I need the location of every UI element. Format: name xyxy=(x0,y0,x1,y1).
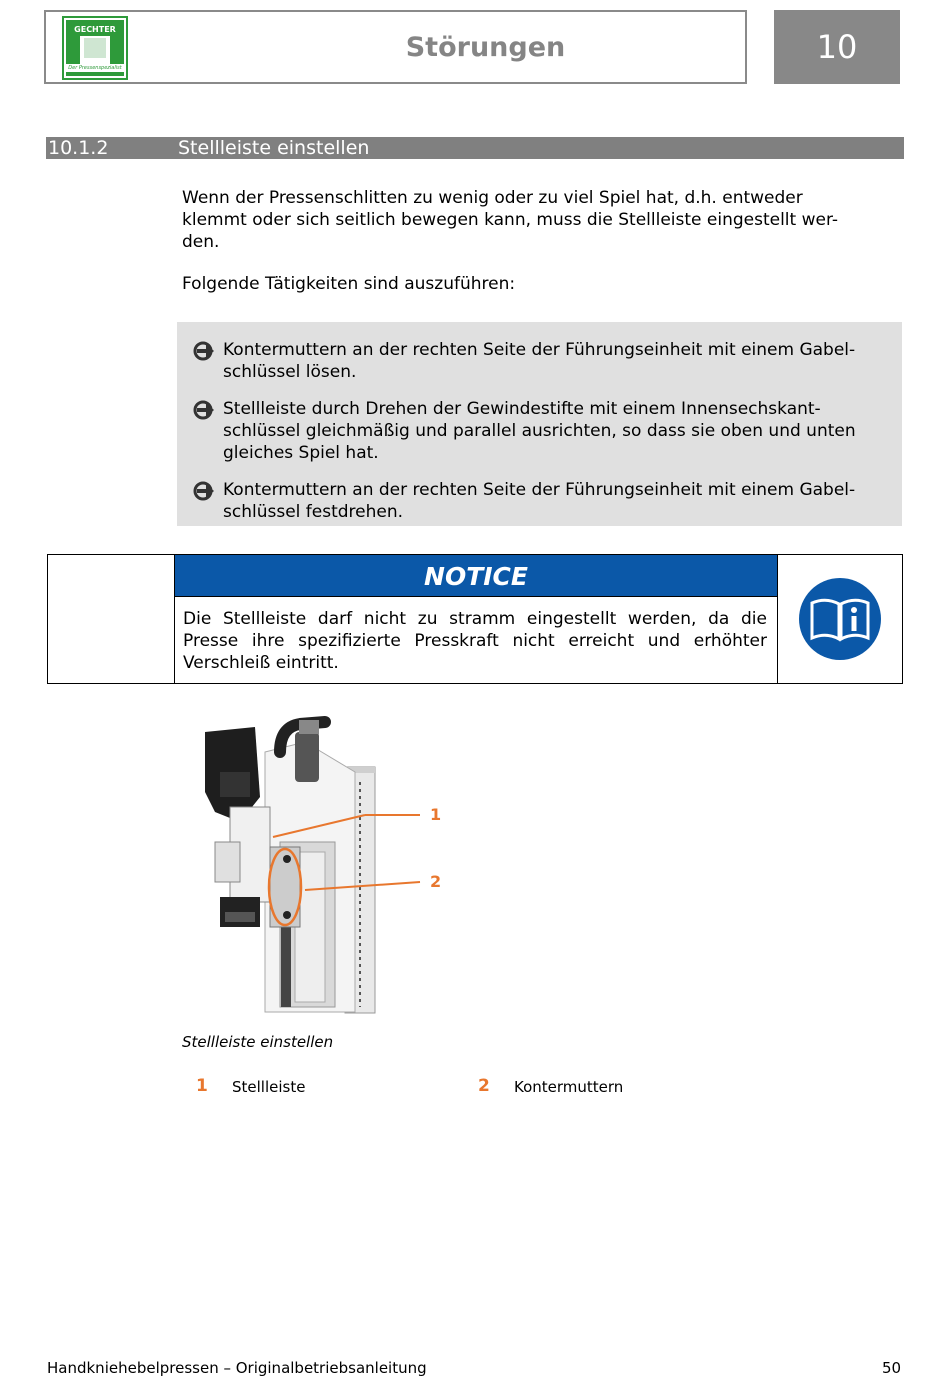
press-photo xyxy=(195,712,455,1018)
step-line: gleiches Spiel hat. xyxy=(223,443,379,463)
section-number: 10.1.2 xyxy=(48,137,109,159)
arrow-right-icon xyxy=(193,341,215,361)
footer-title: Handkniehebelpressen – Originalbetriebsanleitung xyxy=(47,1359,427,1377)
step-line: Kontermuttern an der rechten Seite der Führungseinheit mit einem Gabel- xyxy=(223,340,856,360)
step-line: Stellleiste durch Drehen der Gewindestifte mit einem Innensechskant- xyxy=(223,399,821,419)
chapter-number: 10 xyxy=(774,10,900,84)
callout-1: 1 xyxy=(430,805,442,824)
steps-box xyxy=(177,322,902,526)
notice-left-cell xyxy=(48,555,175,683)
intro-line: klemmt oder sich seitlich bewegen kann, muss die Stellleiste eingestellt wer- xyxy=(182,210,838,230)
section-title: Stellleiste einstellen xyxy=(178,137,370,159)
figure-caption: Stellleiste einstellen xyxy=(182,1033,334,1051)
section-heading-bar xyxy=(46,137,904,159)
intro-line: Wenn der Pressenschlitten zu wenig oder zu viel Spiel hat, d.h. entweder xyxy=(182,188,803,208)
step-line: schlüssel festdrehen. xyxy=(223,502,404,522)
legend-number: 2 xyxy=(478,1076,490,1096)
arrow-right-icon xyxy=(193,481,215,501)
step-line: schlüssel lösen. xyxy=(223,362,357,382)
notice-heading: NOTICE xyxy=(175,555,777,597)
legend-number: 1 xyxy=(196,1076,208,1096)
arrow-right-icon xyxy=(193,400,215,420)
legend-label: Stellleiste xyxy=(232,1078,306,1096)
page-number: 50 xyxy=(882,1359,902,1377)
intro-paragraph xyxy=(182,187,882,253)
legend-label: Kontermuttern xyxy=(514,1078,624,1096)
notice-box xyxy=(47,554,903,684)
intro-line: den. xyxy=(182,232,220,252)
step-line: Kontermuttern an der rechten Seite der Führungseinheit mit einem Gabel- xyxy=(223,480,856,500)
callout-2: 2 xyxy=(430,872,442,891)
notice-icon-cell xyxy=(777,555,903,683)
tasks-heading: Folgende Tätigkeiten sind auszuführen: xyxy=(182,274,516,294)
logo-tagline: Der Pressenspezialist xyxy=(68,65,122,71)
logo-brand: GECHTER xyxy=(74,25,116,34)
page-title: Störungen xyxy=(405,32,566,63)
step-line: schlüssel gleichmäßig und parallel ausrichten, so dass sie oben und unten xyxy=(223,421,856,441)
header-box xyxy=(44,10,747,84)
notice-text: Die Stellleiste darf nicht zu stramm eingestellt werden, da die Presse ihre spezifizierte Presskraft nicht erreicht und erhöhter Verschleiß eintritt. xyxy=(183,609,767,673)
read-manual-icon xyxy=(798,577,882,661)
